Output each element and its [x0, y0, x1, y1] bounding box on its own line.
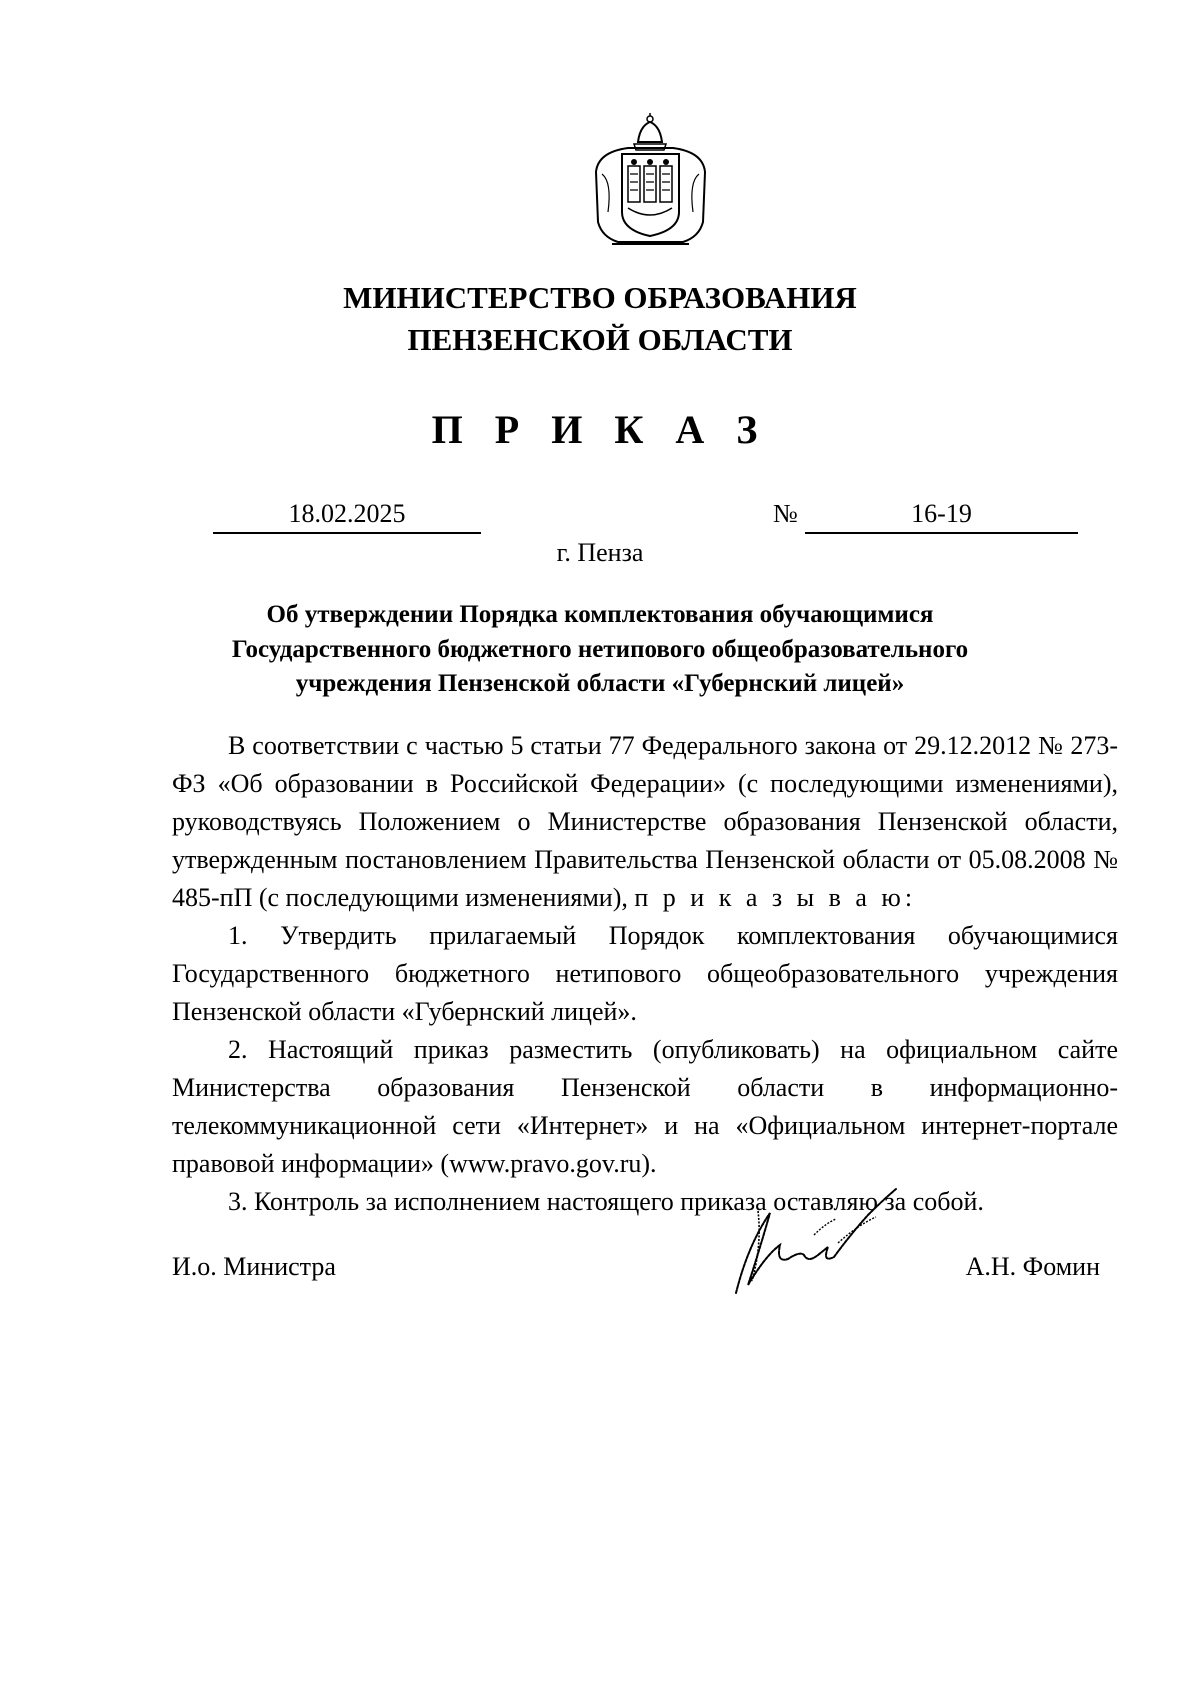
order-number: 16-19 — [805, 496, 1078, 534]
signatory-name: А.Н. Фомин — [965, 1252, 1100, 1281]
preamble-paragraph — [172, 727, 1118, 917]
coat-of-arms-icon — [588, 112, 713, 252]
signatory-title: И.о. Министра — [172, 1252, 336, 1281]
item-1: 1. Утвердить прилагаемый Порядок комплектования обучающимися Государственного бюджетного нетипового общеобразовательного учреждения Пензенской области «Губернский лицей». — [172, 921, 1118, 1026]
ministry-name — [200, 277, 1000, 361]
subject-line-1: Об утверждении Порядка комплектования обучающимися — [266, 601, 934, 628]
handwritten-signature-icon — [718, 1185, 908, 1300]
item-3: 3. Контроль за исполнением настоящего приказа оставляю за собой. — [228, 1187, 984, 1216]
order-city: г. Пенза — [556, 538, 644, 567]
order-date: 18.02.2025 — [213, 496, 481, 534]
item-2: 2. Настоящий приказ разместить (опубликовать) на официальном сайте Министерства образования Пензенской области в информационно-телекоммуникационной сети «Интернет» и на «Официальном интернет-портале правовой информации» (www.pravo.gov.ru). — [172, 1035, 1118, 1178]
order-word: п р и к а з ы в а ю: — [634, 883, 917, 912]
subject-line-3: учреждения Пензенской области «Губернский лицей» — [295, 670, 905, 697]
subject-line-2: Государственного бюджетного нетипового общеобразовательного — [231, 635, 969, 663]
order-title: П Р И К А З — [431, 407, 769, 452]
order-number-label: № — [773, 499, 798, 528]
ministry-line-2: ПЕНЗЕНСКОЙ ОБЛАСТИ — [407, 322, 793, 357]
order-body — [172, 727, 1118, 1221]
order-subject — [170, 598, 1030, 702]
preamble-text: В соответствии с частью 5 статьи 77 Федерального закона от 29.12.2012 № 273-ФЗ «Об образовании в Российской Федерации» (с последующими изменениями), руководствуясь Положением о Министерстве образования Пензенской области, утвержденным постановлением Правительства Пензенской области от 05.08.2008 № 485-пП (с последующими изменениями), — [172, 731, 1118, 912]
ministry-line-1: МИНИСТЕРСТВО ОБРАЗОВАНИЯ — [343, 280, 857, 315]
